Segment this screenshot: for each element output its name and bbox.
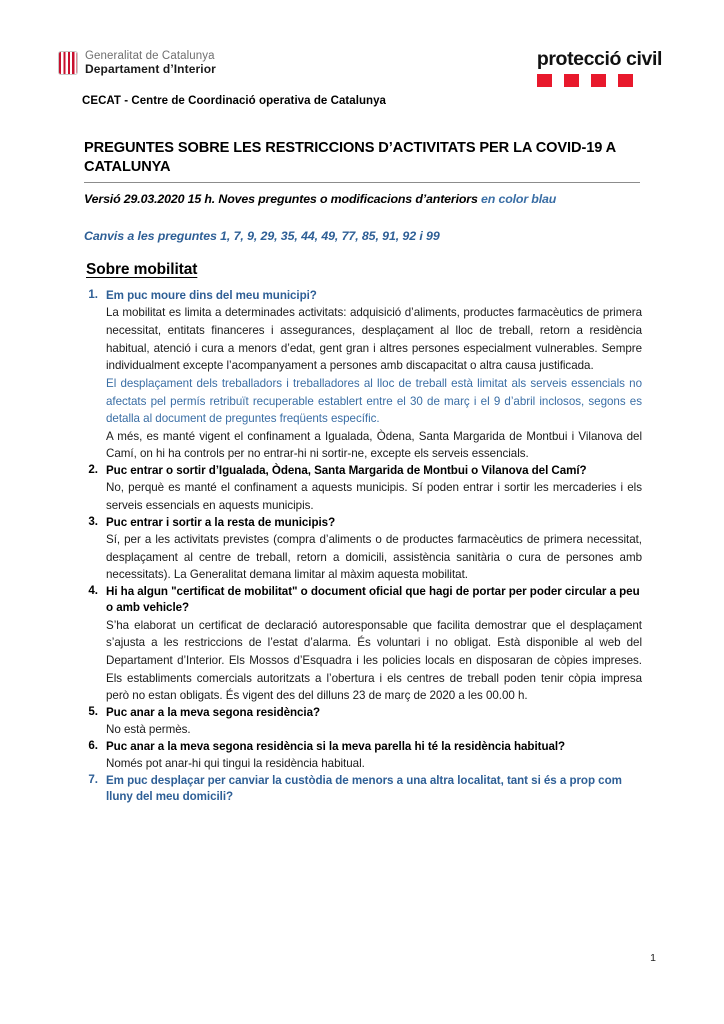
- version-line: [84, 192, 644, 206]
- faq-question: Puc anar a la meva segona residència?: [106, 705, 321, 719]
- faq-question: Puc anar a la meva segona residència si la meva parella hi té la residència habitual?: [106, 739, 566, 753]
- faq-item: [84, 705, 642, 721]
- faq-item-number: 4.: [88, 583, 98, 597]
- red-square-icon: [537, 74, 552, 87]
- faq-item: [84, 773, 642, 806]
- faq-item-number: 5.: [88, 704, 98, 718]
- faq-item-number: 1.: [88, 288, 98, 301]
- faq-item: [84, 515, 642, 531]
- page-title: PREGUNTES SOBRE LES RESTRICCIONS D’ACTIVITATS PER LA COVID-19 A CATALUNYA: [84, 140, 616, 176]
- faq-question: Puc entrar i sortir a la resta de municipis?: [106, 515, 336, 529]
- section-heading-mobilitat: Sobre mobilitat: [86, 261, 198, 278]
- faq-question: Em puc moure dins del meu municipi?: [106, 289, 317, 302]
- cecat-subtitle: CECAT - Centre de Coordinació operativa de Catalunya: [82, 95, 386, 107]
- faq-answer-paragraph: La mobilitat es limita a determinades activitats: adquisició d’aliments, productes farmacèutics de primera necessitat, entitats financeres i assegurances, desplaçament al lloc de treball, retorn a residència habitual, atenció i cura a menors d’edat, gent gran i altres persones especialment vulnerables. Sempre individualment excepte l’acompanyament a persones amb discapacitat o altra causa justificada.: [106, 306, 642, 373]
- faq-answer-paragraph: No està permès.: [106, 723, 191, 737]
- faq-answer-paragraph: Només pot anar-hi qui tingui la residència habitual.: [106, 757, 365, 771]
- red-square-icon: [618, 74, 633, 87]
- generalitat-line1: Generalitat de Catalunya: [85, 50, 215, 62]
- faq-item-number: 7.: [88, 772, 98, 786]
- faq-item-number: 2.: [88, 462, 98, 476]
- faq-question: Em puc desplaçar per canviar la custòdia de menors a una altra localitat, tant si és a prop com lluny del meu domicili?: [106, 773, 622, 804]
- proteccio-civil-squares: [537, 74, 662, 87]
- version-text: Versió 29.03.2020 15 h. Noves preguntes o modificacions d’anteriors: [84, 192, 482, 206]
- catalan-flag-shield-icon: [58, 51, 78, 75]
- faq-item-number: 3.: [88, 514, 98, 528]
- faq-answer-paragraph: A més, es manté vigent el confinament a Igualada, Òdena, Santa Margarida de Montbui i Vilanova del Camí, on hi ha controls per no entrar-hi ni sortir-ne, excepte els serveis essencials.: [106, 429, 642, 461]
- version-highlight: en color blau: [481, 192, 557, 206]
- proteccio-civil-wordmark: protecció civil: [536, 48, 662, 70]
- faq-list: [84, 288, 642, 806]
- faq-answer-paragraph: No, perquè es manté el confinament a aquests municipis. Sí poden entrar i sortir les mercaderies i els serveis essencials en aquests municipis.: [106, 481, 642, 512]
- generalitat-line2: Departament d’Interior: [85, 61, 216, 76]
- page-number: 1: [650, 952, 656, 964]
- document-header: [0, 44, 724, 90]
- faq-item-number: 6.: [88, 738, 98, 752]
- faq-question: Puc entrar o sortir d’Igualada, Òdena, Santa Margarida de Montbui o Vilanova del Camí?: [106, 463, 587, 477]
- faq-item: [84, 584, 642, 617]
- changes-line: Canvis a les preguntes 1, 7, 9, 29, 35, 44, 49, 77, 85, 91, 92 i 99: [84, 229, 440, 243]
- proteccio-civil-logo: [537, 50, 662, 87]
- faq-answer-paragraph: Sí, per a les activitats previstes (compra d’aliments o de productes farmacèutics de primera necessitat, desplaçament al centre de treball, retorn a domicili, assistència sanitària o cura de persones amb necessitats). La Generalitat demana limitar al màxim aquesta mobilitat.: [106, 533, 642, 582]
- generalitat-wordmark: [85, 50, 216, 76]
- title-divider: [84, 182, 640, 183]
- faq-answer-paragraph: El desplaçament dels treballadors i treballadores al lloc de treball està limitat als serveis essencials no afectats pel permís retribuït recuperable establert entre el 30 de març i el 9 d’abril inclosos, segons es detalla al document de preguntes freqüents específic.: [106, 376, 642, 426]
- red-square-icon: [591, 74, 606, 87]
- red-square-icon: [564, 74, 579, 87]
- faq-item: [84, 739, 642, 755]
- faq-question: Hi ha algun "certificat de mobilitat" o document oficial que hagi de portar per poder circular a peu o amb vehicle?: [106, 584, 640, 615]
- faq-item: [84, 288, 642, 304]
- faq-answer-paragraph: S’ha elaborat un certificat de declaració autoresponsable que facilita demostrar que el desplaçament s’ajusta a les restriccions de l’estat d’alarma. És voluntari i no obligat. Està disponible al web del Departament d’Interior. Els Mossos d’Esquadra i les policies locals en disposaran de còpies impreses. Els establiments comercials autoritzats a l’obertura i els centres de treball poden tenir còpia impresa però no estan obligats. És vigent des del dilluns 23 de març de 2020 a les 00.00 h.: [106, 618, 642, 703]
- faq-item: [84, 463, 642, 479]
- generalitat-logo: [58, 50, 216, 76]
